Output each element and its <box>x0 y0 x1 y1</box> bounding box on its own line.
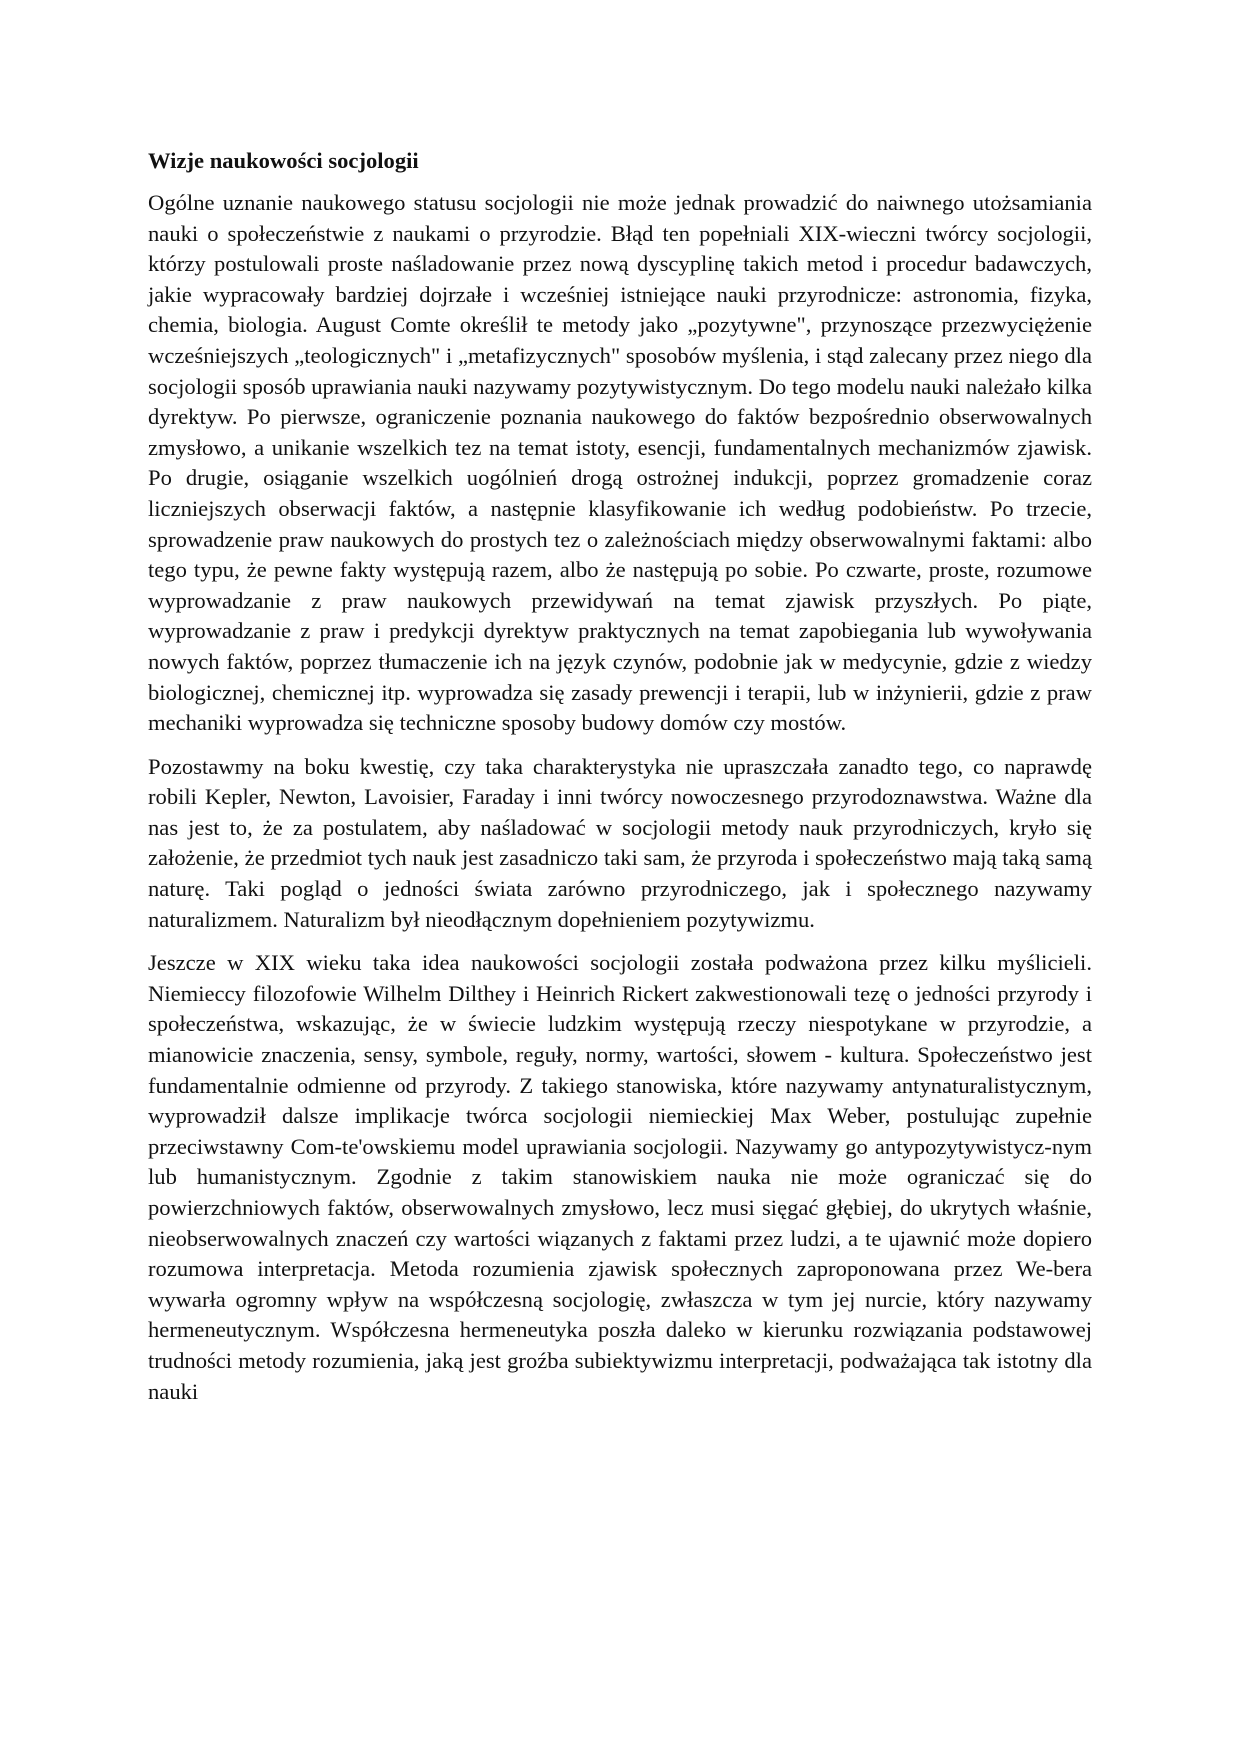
document-title: Wizje naukowości socjologii <box>148 148 419 173</box>
paragraph-3: Jeszcze w XIX wieku taka idea naukowości socjologii została podważona przez kilku myślicieli. Niemieccy filozofowie Wilhelm Dilthey i Heinrich Rickert zakwestionowali tezę o jedności przyrody i społeczeństwa, wskazując, że w świecie ludzkim występują rzeczy niespotykane w przyrodzie, a mianowicie znaczenia, sensy, symbole, reguły, normy, wartości, słowem - kultura. Społeczeństwo jest fundamentalnie odmienne od przyrody. Z takiego stanowiska, które nazywamy antynaturalistycznym, wyprowadził dalsze implikacje twórca socjologii niemieckiej Max Weber, postulując zupełnie przeciwstawny Com-te'owskiemu model uprawiania socjologii. Nazywamy go antypozytywistycz-nym lub humanistycznym. Zgodnie z takim stanowiskiem nauka nie może ograniczać się do powierzchniowych faktów, obserwowalnych zmysłowo, lecz musi sięgać głębiej, do ukrytych właśnie, nieobserwowalnych znaczeń czy wartości wiązanych z faktami przez ludzi, a te ujawnić może dopiero rozumowa interpretacja. Metoda rozumienia zjawisk społecznych zaproponowana przez We-bera wywarła ogromny wpływ na współczesną socjologię, zwłaszcza w tym jej nurcie, który nazywamy hermeneutycznym. Współczesna hermeneutyka poszła daleko w kierunku rozwiązania podstawowej trudności metody rozumienia, jaką jest groźba subiektywizmu interpretacji, podważająca tak istotny dla nauki <box>148 950 1092 1404</box>
paragraph-1: Ogólne uznanie naukowego statusu socjologii nie może jednak prowadzić do naiwnego utożsamiania nauki o społeczeństwie z naukami o przyrodzie. Błąd ten popełniali XIX-wieczni twórcy socjologii, którzy postulowali proste naśladowanie przez nową dyscyplinę takich metod i procedur badawczych, jakie wypracowały bardziej dojrzałe i wcześniej istniejące nauki przyrodnicze: astronomia, fizyka, chemia, biologia. August Comte określił te metody jako „pozytywne", przynoszące przezwyciężenie wcześniejszych „teologicznych" i „metafizycznych" sposobów myślenia, i stąd zalecany przez niego dla socjologii sposób uprawiania nauki nazywamy pozytywistycznym. Do tego modelu nauki należało kilka dyrektyw. Po pierwsze, ograniczenie poznania naukowego do faktów bezpośrednio obserwowalnych zmysłowo, a unikanie wszelkich tez na temat istoty, esencji, fundamentalnych mechanizmów zjawisk. Po drugie, osiąganie wszelkich uogólnień drogą ostrożnej indukcji, poprzez gromadzenie coraz liczniejszych obserwacji faktów, a następnie klasyfikowanie ich według podobieństw. Po trzecie, sprowadzenie praw naukowych do prostych tez o zależnościach między obserwowalnymi faktami: albo tego typu, że pewne fakty występują razem, albo że następują po sobie. Po czwarte, proste, rozumowe wyprowadzanie z praw naukowych przewidywań na temat zjawisk przyszłych. Po piąte, wyprowadzanie z praw i predykcji dyrektyw praktycznych na temat zapobiegania lub wywoływania nowych faktów, poprzez tłumaczenie ich na język czynów, podobnie jak w medycynie, gdzie z wiedzy biologicznej, chemicznej itp. wyprowadza się zasady prewencji i terapii, lub w inżynierii, gdzie z praw mechaniki wyprowadza się techniczne sposoby budowy domów czy mostów. <box>148 190 1092 736</box>
paragraph-2: Pozostawmy na boku kwestię, czy taka charakterystyka nie upraszczała zanadto tego, co naprawdę robili Kepler, Newton, Lavoisier, Faraday i inni twórcy nowoczesnego przyrodoznawstwa. Ważne dla nas jest to, że za postulatem, aby naśladować w socjologii metody nauk przyrodniczych, kryło się założenie, że przedmiot tych nauk jest zasadniczo taki sam, że przyroda i społeczeństwo mają taką samą naturę. Taki pogląd o jedności świata zarówno przyrodniczego, jak i społecznego nazywamy naturalizmem. Naturalizm był nieodłącznym dopełnieniem pozytywizmu. <box>148 753 1092 932</box>
document-page <box>148 146 1092 1420</box>
